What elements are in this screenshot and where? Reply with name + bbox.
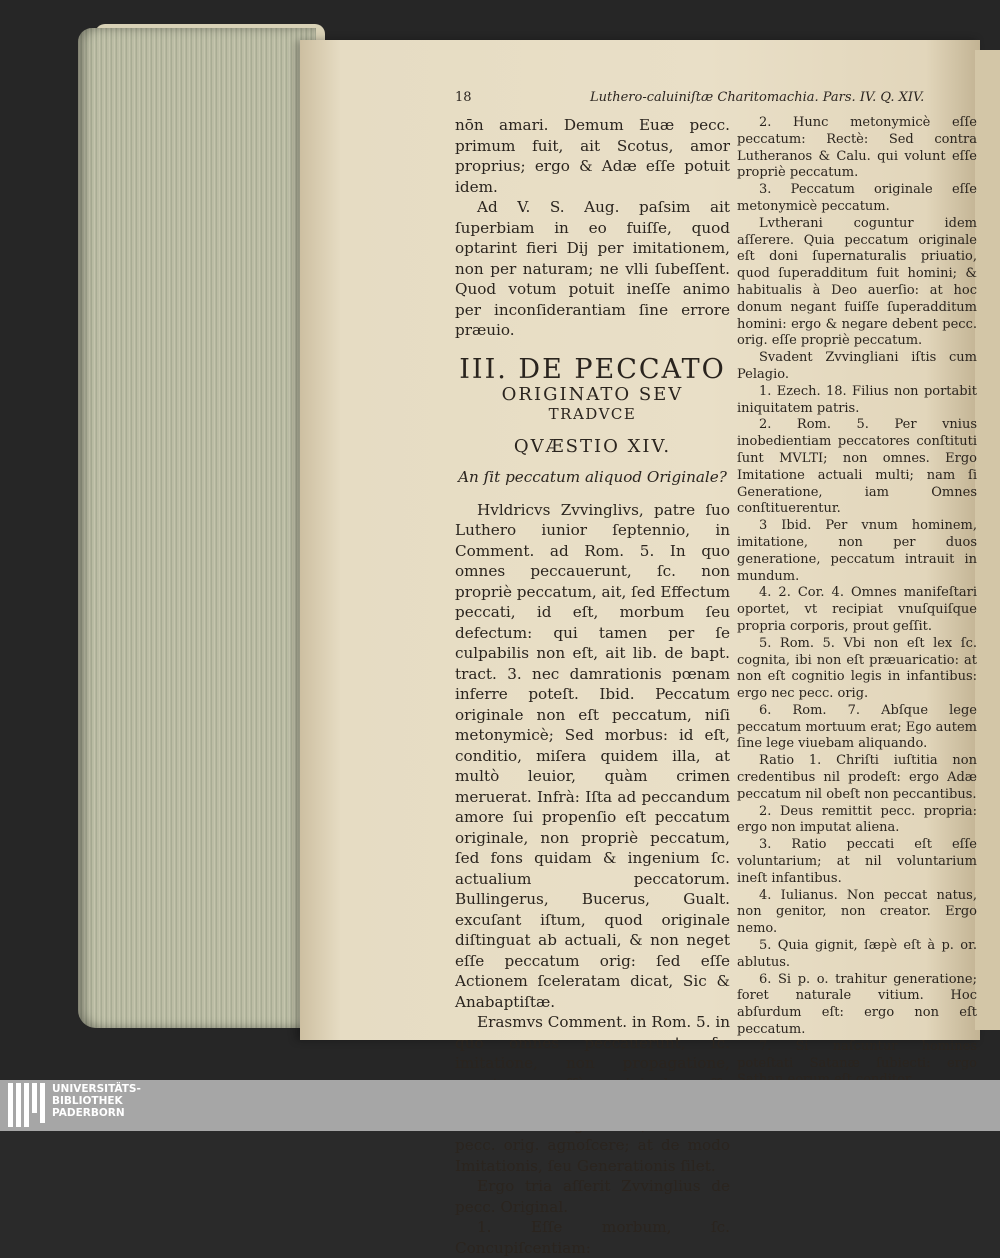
paragraph: 5. Rom. 5. Vbi non eſt lex ſc. cognita, ibi non eſt præuaricatio: at non eſt cognitio legis in infantibus: ergo nec pecc. orig.	[737, 635, 977, 702]
section-subheading: TRADVCE	[548, 404, 637, 423]
paragraph: 6. Rom. 7. Abſque lege peccatum mortuum erat; Ego autem ſine lege viuebam aliquando.	[737, 702, 977, 752]
library-name	[52, 1083, 141, 1119]
paragraph: Svadent Zvvingliani iſtis cum Pelagio.	[737, 350, 977, 382]
library-name-line: UNIVERSITÄTS-	[52, 1083, 141, 1095]
right-column	[737, 115, 977, 1106]
section-subheading: ORIGINATO SEV	[501, 383, 684, 405]
section-heading: III. DE PECCATO	[459, 353, 726, 385]
book-fore-edge	[78, 28, 316, 1028]
paragraph: Lvtherani coguntur idem aſſerere. Quia peccatum originale eſt doni ſupernaturalis priuatio, quod ſuperadditum fuit homini; & habitualis à Deo auerſio: at hoc donum negant fuiſſe ſuperadditum homini: ergo & negare debent pecc. orig. eſſe propriè peccatum.	[737, 215, 977, 349]
question-line: An ſit peccatum aliquod Originale?	[458, 468, 727, 486]
paragraph: 4. Iulianus. Non peccat natus, non genitor, non creator. Ergo nemo.	[737, 887, 977, 937]
paragraph: 7. Si naſcuntur homines poteſtati Satanæ ſubiecti: ergo	[737, 1038, 977, 1071]
paragraph: 3. Peccatum originale eſſe metonymicè peccatum.	[737, 182, 977, 214]
library-footer	[0, 1080, 1000, 1131]
page-number: 18	[455, 90, 472, 105]
paragraph: 2. Hunc metonymicè eſſe peccatum: Rectè: Sed contra Lutheranos & Calu. qui volunt eſſe propriè peccatum.	[737, 115, 977, 181]
library-logo-icon	[8, 1083, 48, 1127]
paragraph: Ratio 1. Chriſti iuſtitia non credentibus nil prodeſt: ergo Adæ peccatum nil obeſt non peccantibus.	[737, 753, 977, 802]
paragraph: 3. Ratio peccati eſt eſſe voluntarium; at nil voluntarium ineſt infantibus.	[737, 837, 977, 886]
paragraph: 1. Ezech. 18. Filius non portabit iniquitatem patris.	[737, 383, 977, 416]
paragraph: nōn amari. Demum Euæ pecc. primum fuit, ait Scotus, amor proprius; ergo & Adæ eſſe potuit idem.	[455, 116, 730, 196]
paragraph: Ergo tria aſſerit Zvvinglius de pecc. Original.	[455, 1177, 730, 1216]
paragraph: 4. 2. Cor. 4. Omnes manifeſtari oportet, vt recipiat vnuſquiſque propria corporis, prout geſſit.	[737, 585, 977, 634]
paragraph: 5. Quia gignit, ſæpè eſt à p. or. ablutus.	[737, 938, 977, 970]
library-name-line: PADERBORN	[52, 1107, 125, 1119]
paragraph: Ad V. S. Aug. paſsim ait ſuperbiam in eo fuiſſe, quod optarint fieri Dij per imitationem, non per naturam; ne vlli ſubeſſent. Quod votum potuit ineſſe animo per inconſiderantiam ſine errore præuio.	[455, 198, 730, 339]
paragraph: 6. Si p. o. trahitur generatione; foret naturale vitium. Hoc abſurdum eſt: ergo non eſt peccatum.	[737, 971, 977, 1038]
paragraph: Erasmvs Comment. in Rom. 5. in quo omnes peccauerunt, ſc. imitatione, non propagatione, pecc. orig. agnoſcere; at de modo Imitationis, ſeu Generationis ſilet.	[455, 1013, 730, 1175]
paragraph: 1. Eſſe morbum, ſc. Concupiſcentiam:	[455, 1218, 730, 1257]
paragraph: 2. Rom. 5. Per vnius inobedientiam peccatores conſtituti ſunt MVLTI; non omnes. Ergo Imitatione actuali multi; nam ſi Generatione, iam Omnes conſtituerentur.	[737, 417, 977, 517]
quaestio-heading: QVÆSTIO XIV.	[513, 435, 672, 457]
paragraph: Hvldricvs Zvvinglivs, patre ſuo Luthero iunior ſeptennio, in Comment. ad Rom. 5. In quo omnes peccauerunt, ſc. non propriè peccatum, ait, ſed Effectum peccati, id eſt, morbum ſeu defectum: qui tamen per ſe culpabilis non eſt, ait lib. de bapt. tract. 3. nec damrationis pœnam inferre poteſt. Ibid. Peccatum originale non eſt peccatum, niſi metonymicè; Sed morbus: id eſt, conditio, miſera quidem illa, at multò leuior, quàm crimen meruerat. Infrà: Iſta ad peccandum amore ſui propenſio eſt peccatum originale, non propriè peccatum, ſed fons quidam & ingenium ſc. actualium peccatorum. Bullingerus, Bucerus, Gualt. excuſant iſtum, quod originale diſtinguat ab actuali, & non neget eſſe peccatum orig: ſed eſſe Actionem ſceleratam dicat, Sic & Anabaptiſtæ.	[455, 500, 730, 1011]
next-page-edge	[975, 50, 1000, 1030]
paragraph: 2. Deus remittit pecc. propria: ergo non imputat aliena.	[737, 803, 977, 836]
library-name-line: BIBLIOTHEK	[52, 1095, 123, 1107]
running-head: Luthero-caluiniſtæ Charitomachia. Pars. IV. Q. XIV.	[590, 90, 925, 105]
paragraph: 3 Ibid. Per vnum hominem, imitatione, non per duos generatione, peccatum intrauit in mundum.	[737, 518, 977, 584]
